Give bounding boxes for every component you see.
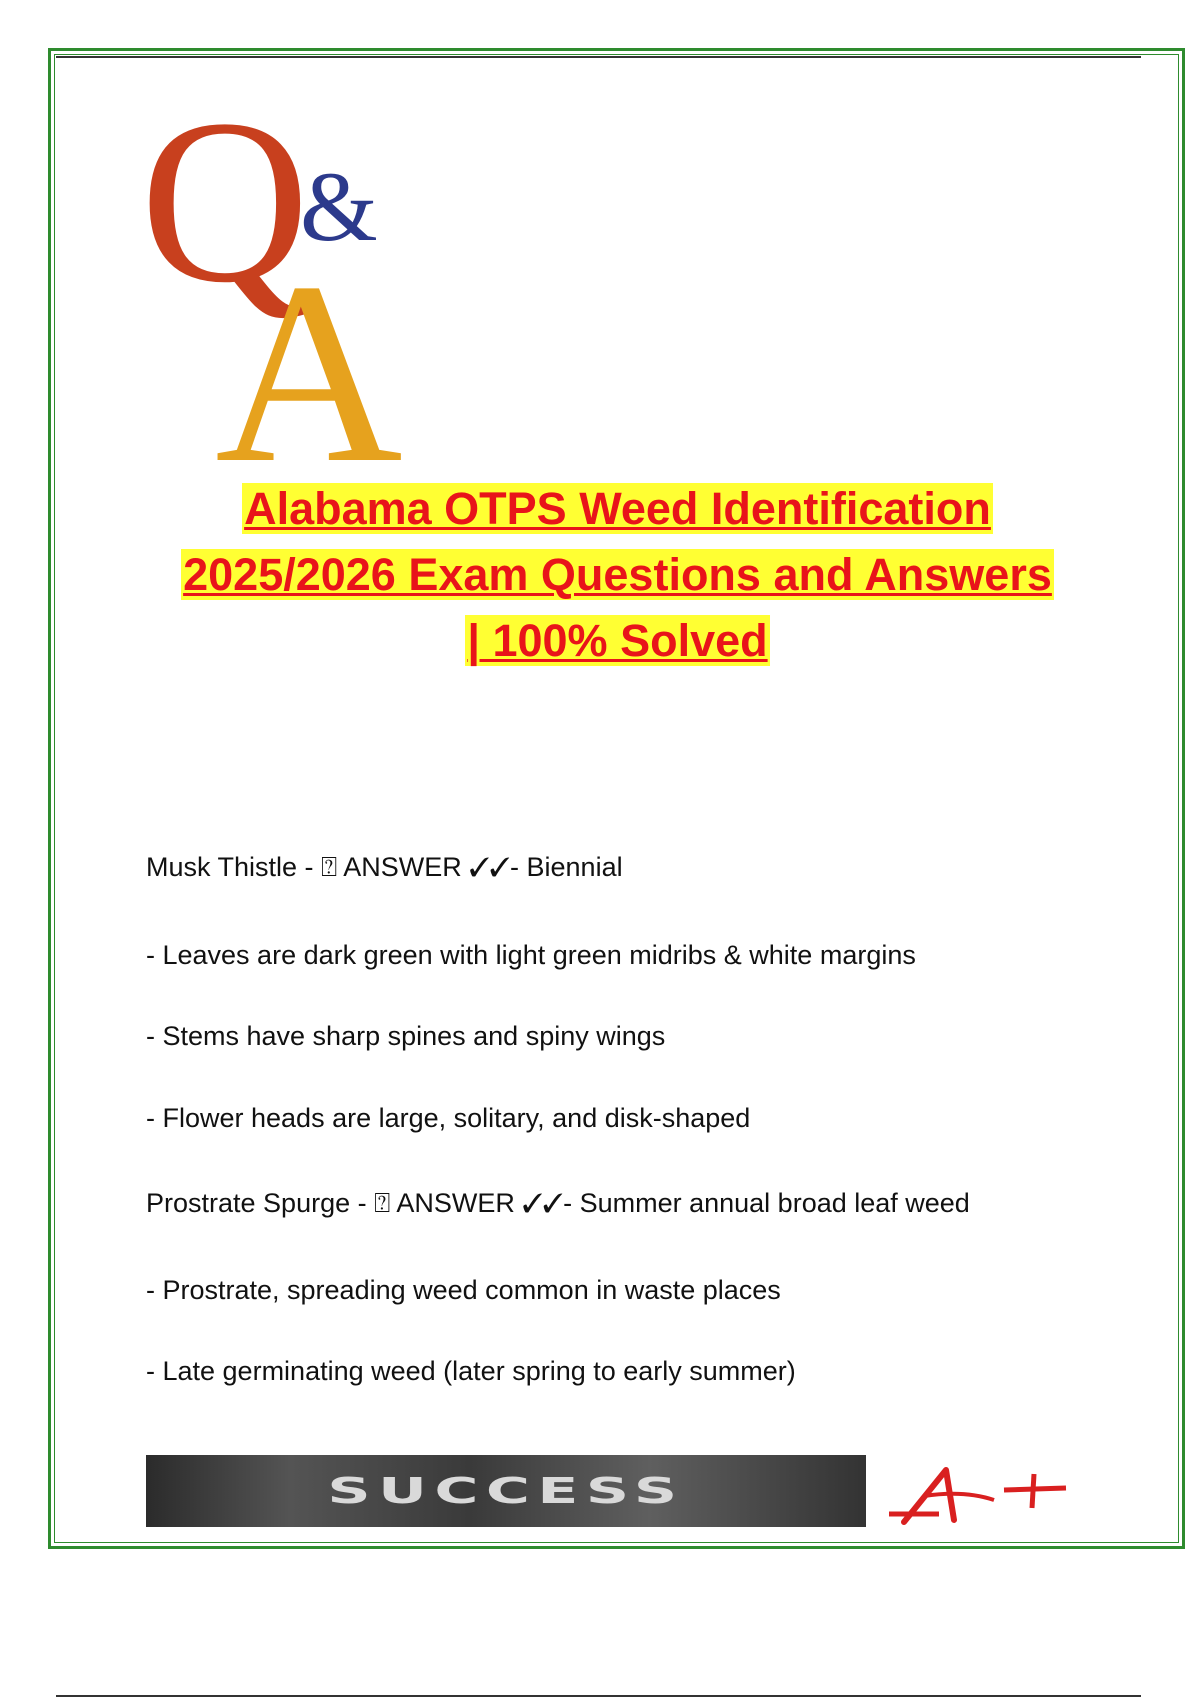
success-banner xyxy=(146,1455,866,1527)
title-line-2: 2025/2026 Exam Questions and Answers xyxy=(183,549,1052,600)
answer-line: - Stems have sharp spines and spiny wings xyxy=(146,1021,666,1051)
question-musk-thistle: Musk Thistle - ⍰ ANSWER ✓✓- Biennial xyxy=(146,852,623,882)
bottom-rule xyxy=(56,1695,1141,1697)
logo-a: A xyxy=(215,229,403,475)
answer-line: - Prostrate, spreading weed common in waste places xyxy=(146,1275,781,1305)
title-line-3: | 100% Solved xyxy=(467,615,768,666)
document-title xyxy=(80,476,1155,674)
a-plus-grade-icon xyxy=(884,1462,1069,1528)
top-rule xyxy=(56,56,1141,58)
answer-line: - Leaves are dark green with light green midribs & white margins xyxy=(146,940,916,970)
answer-line: - Flower heads are large, solitary, and disk-shaped xyxy=(146,1103,751,1133)
logo-q: Q xyxy=(140,75,310,331)
qa-logo xyxy=(140,75,440,475)
success-text: SUCCESS xyxy=(327,1470,685,1512)
answer-line: - Late germinating weed (later spring to early summer) xyxy=(146,1356,796,1386)
question-prostrate-spurge: Prostrate Spurge - ⍰ ANSWER ✓✓- Summer annual broad leaf weed xyxy=(146,1188,970,1218)
logo-amp: & xyxy=(300,151,378,262)
title-line-1: Alabama OTPS Weed Identification xyxy=(244,483,991,534)
